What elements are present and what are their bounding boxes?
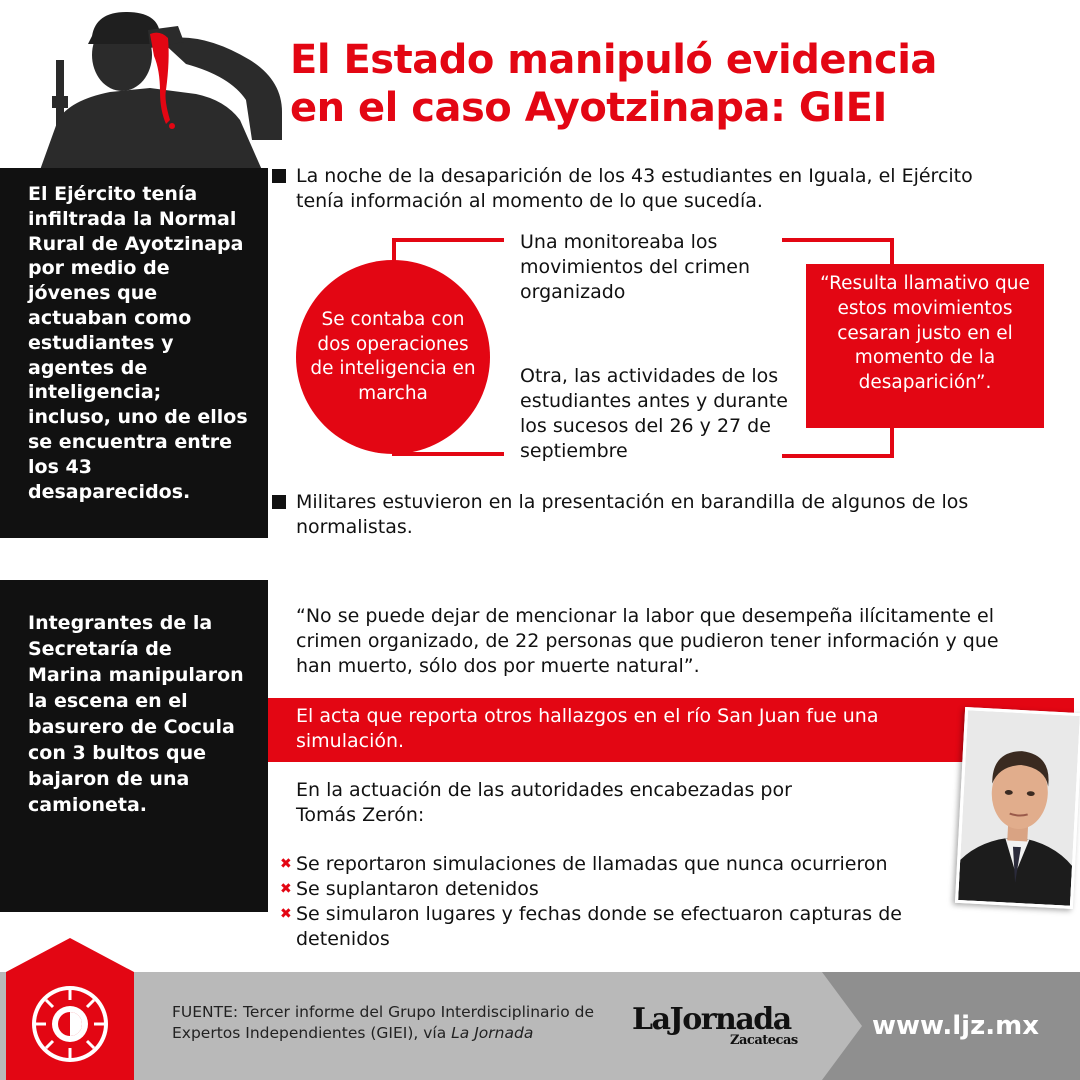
bullet-army-information-text: La noche de la desaparición de los 43 estudiantes en Iguala, el Ejército tenía información al momento de lo que sucedía. (296, 165, 973, 212)
brand-logo (632, 1002, 822, 1054)
simulations-list (280, 852, 970, 952)
list-item (280, 902, 970, 952)
portrait-image (958, 710, 1080, 906)
authorities-intro: En la actuación de las autoridades encabezadas por Tomás Zerón: (296, 779, 792, 826)
quote-box (806, 264, 1044, 428)
bullet-military-presence (272, 490, 992, 540)
navy-manipulation-text: Integrantes de la Secretaría de Marina manipularon la escena en el basurero de Cocula con 3 bultos que bajaron de una camioneta. (28, 612, 244, 816)
army-infiltration-box (0, 168, 268, 538)
organized-crime-quote: “No se puede dejar de mencionar la labor que desempeña ilícitamente el crimen organizado, de 22 personas que pudieron tener información y que han muerto, sólo dos por muerte natural”. (296, 605, 999, 677)
brand-subtitle: Zacatecas (730, 1033, 798, 1048)
list-item (280, 852, 970, 877)
connector-line (392, 238, 504, 242)
page-title (290, 36, 1030, 132)
intelligence-operations-circle (296, 260, 490, 454)
title-line-1: El Estado manipuló evidencia (290, 37, 937, 83)
bullet-military-presence-text: Militares estuvieron en la presentación en barandilla de algunos de los normalistas. (296, 491, 969, 538)
title-line-2: en el caso Ayotzinapa: GIEI (290, 85, 887, 131)
connector-line (890, 238, 894, 264)
connector-line (782, 454, 894, 458)
operation-two-text: Otra, las actividades de los estudiantes antes y durante los sucesos del 26 y 27 de septiembre (520, 365, 788, 462)
intelligence-operations-text: Se contaba con dos operaciones de inteligencia en marcha (310, 309, 476, 404)
list-item (280, 877, 970, 902)
army-infiltration-text: El Ejército tenía infiltrada la Normal Rural de Ayotzinapa por medio de jóvenes que actuaban como estudiantes y agentes de inteligencia; incluso, uno de ellos se encuentra entre los 43 desaparecidos. (28, 183, 248, 503)
connector-line (890, 428, 894, 458)
x-mark-icon: ✖ (280, 906, 292, 922)
source-italic: La Jornada (451, 1024, 534, 1042)
portrait-photo (955, 707, 1080, 909)
quote-box-text: “Resulta llamativo que estos movimientos cesaran justo en el momento de la desaparición”. (820, 273, 1030, 394)
list-item-text: Se simularon lugares y fechas donde se efectuaron capturas de detenidos (296, 903, 902, 950)
bullet-army-information (272, 164, 992, 214)
simulation-band-text: El acta que reporta otros hallazgos en el río San Juan fue una simulación. (296, 705, 879, 752)
soldier-silhouette-icon (0, 0, 300, 170)
square-bullet-icon (272, 169, 286, 183)
navy-manipulation-box (0, 580, 268, 912)
x-mark-icon: ✖ (280, 881, 292, 897)
list-item-text: Se reportaron simulaciones de llamadas que nunca ocurrieron (296, 853, 888, 875)
website-url[interactable]: www.ljz.mx (872, 1011, 1039, 1041)
operation-one-text: Una monitoreaba los movimientos del crimen organizado (520, 231, 751, 303)
source-text: FUENTE: Tercer informe del Grupo Interdisciplinario de Expertos Independientes (GIEI), vía (172, 1003, 595, 1042)
x-mark-icon: ✖ (280, 856, 292, 872)
square-bullet-icon (272, 495, 286, 509)
connector-line (782, 238, 894, 242)
list-item-text: Se suplantaron detenidos (296, 878, 539, 900)
sun-logo-icon (6, 938, 134, 1080)
source-credit (172, 1002, 602, 1044)
brand-name: LaJornada (632, 1002, 791, 1037)
